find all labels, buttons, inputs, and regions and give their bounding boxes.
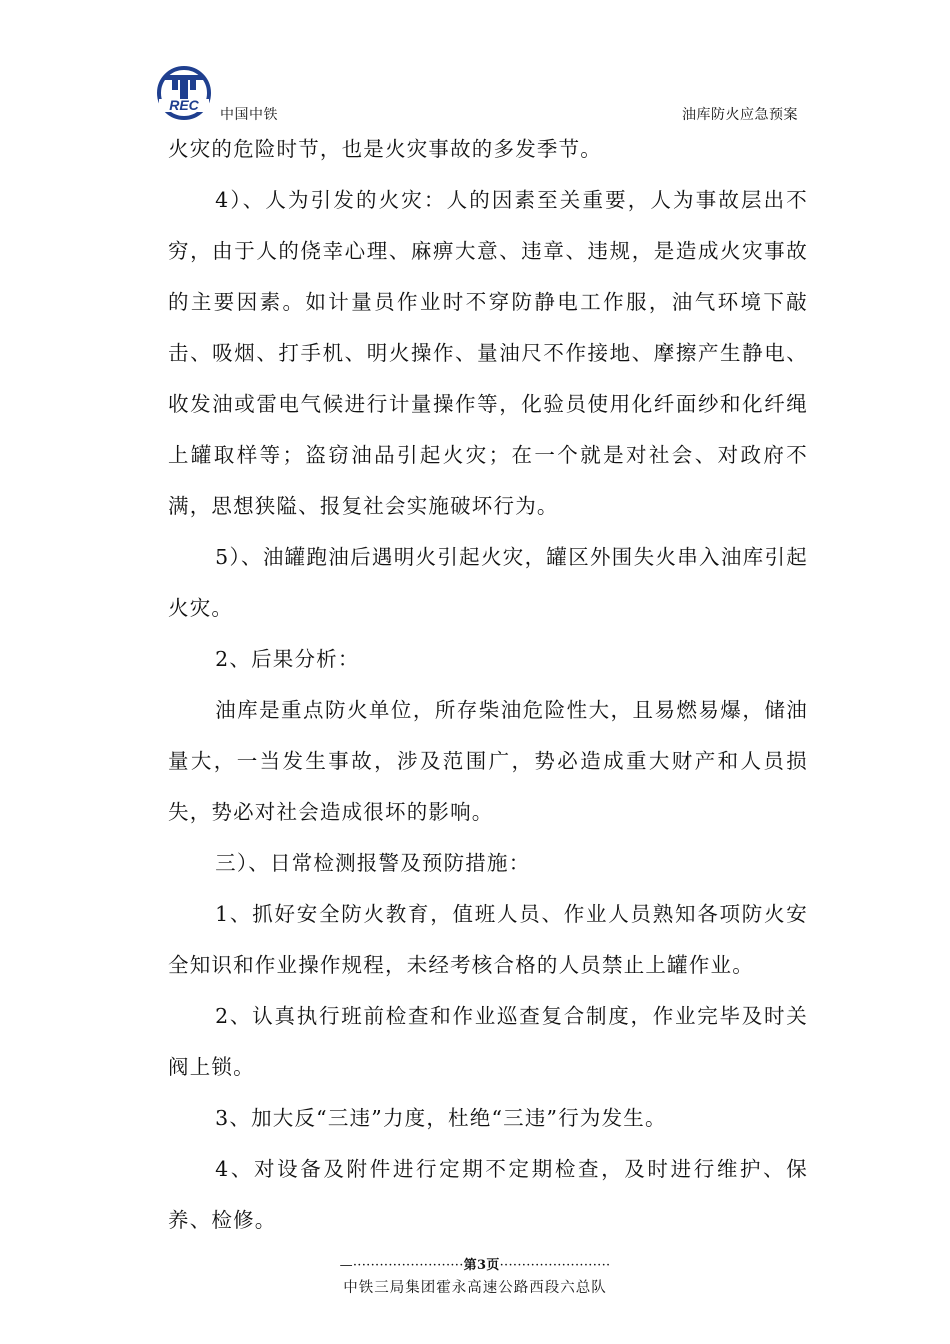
- footer-organization: 中铁三局集团霍永高速公路西段六总队: [343, 1280, 607, 1296]
- paragraph: 油库是重点防火单位，所存柴油危险性大，且易燃易爆，储油量大，一当发生事故，涉及范围广，势必造成重大财产和人员损失，势必对社会造成很坏的影响。: [168, 698, 808, 824]
- page-number: 第3页: [463, 1258, 500, 1273]
- document-body: [168, 124, 808, 1246]
- paragraph: 4）、人为引发的火灾：人的因素至关重要，人为事故层出不穷，由于人的侥幸心理、麻痹大意、违章、违规，是造成火灾事故的主要因素。如计量员作业时不穿防静电工作服，油气环境下敲击、吸烟、打手机、明火操作、量油尺不作接地、摩擦产生静电、收发油或雷电气候进行计量操作等，化验员使用化纤面纱和化纤绳上罐取样等；盗窃油品引起火灾；在一个就是对社会、对政府不满，思想狭隘、报复社会实施破坏行为。: [168, 188, 808, 518]
- section-heading: 2、后果分析：: [215, 647, 360, 671]
- paragraph: 4、对设备及附件进行定期不定期检查，及时进行维护、保养、检修。: [168, 1157, 808, 1232]
- footer-dots-right: ·························: [499, 1258, 611, 1273]
- svg-text:REC: REC: [169, 97, 199, 113]
- page-header: [150, 64, 810, 126]
- company-logo: [153, 66, 215, 121]
- page-number-line: [0, 1254, 950, 1273]
- paragraph: 火灾的危险时节，也是火灾事故的多发季节。: [168, 137, 602, 161]
- header-left-text: 中国中铁: [220, 107, 278, 123]
- paragraph: 3、加大反“三违”力度，杜绝“三违”行为发生。: [215, 1106, 667, 1130]
- footer-dots-left: —·························: [339, 1258, 464, 1273]
- header-right-text: 油库防火应急预案: [682, 107, 798, 123]
- paragraph: 1、抓好安全防火教育，值班人员、作业人员熟知各项防火安全知识和作业操作规程，未经考核合格的人员禁止上罐作业。: [168, 902, 808, 977]
- paragraph: 5）、油罐跑油后遇明火引起火灾，罐区外围失火串入油库引起火灾。: [168, 545, 808, 620]
- paragraph: 2、认真执行班前检查和作业巡查复合制度，作业完毕及时关阀上锁。: [168, 1004, 808, 1079]
- section-heading: 三）、日常检测报警及预防措施：: [215, 851, 531, 875]
- page-footer: [0, 1254, 950, 1297]
